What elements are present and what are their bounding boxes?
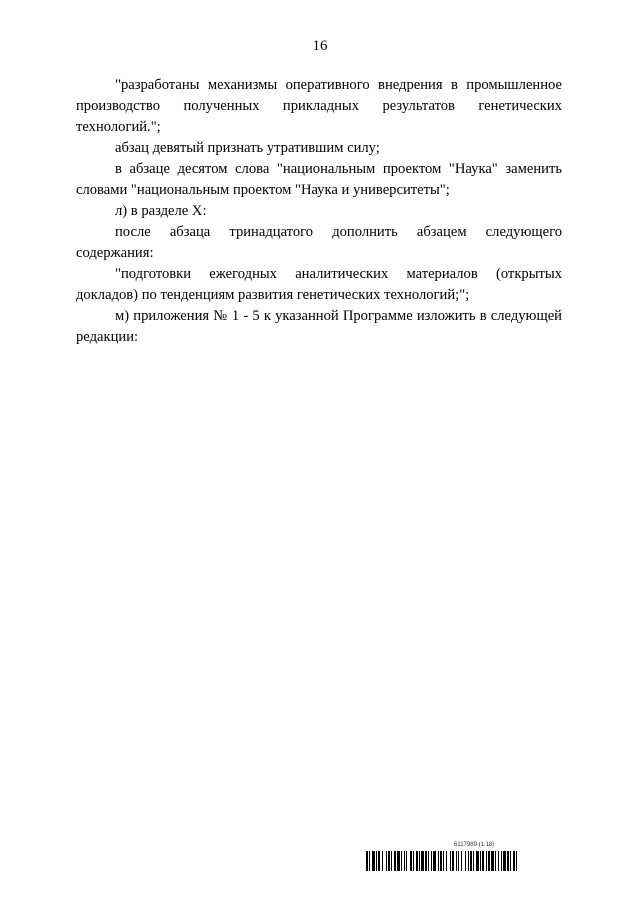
document-body bbox=[76, 75, 562, 348]
paragraph-6: "подготовки ежегодных аналитических материалов (открытых докладов) по тенденциям развития генетических технологий;"; bbox=[76, 266, 562, 303]
document-footer bbox=[366, 842, 592, 872]
paragraph-3: в абзаце десятом слова "национальным проектом "Наука" заменить словами "национальным проектом "Наука и университеты"; bbox=[76, 161, 562, 198]
paragraph-5: после абзаца тринадцатого дополнить абзацем следующего содержания: bbox=[76, 224, 562, 261]
barcode-icon bbox=[366, 851, 592, 871]
page-number: 16 bbox=[312, 38, 328, 54]
document-code: 6117989 (1.18) bbox=[454, 842, 495, 848]
paragraph-2: абзац девятый признать утратившим силу; bbox=[115, 140, 380, 156]
paragraph-7: м) приложения № 1 - 5 к указанной Программе изложить в следующей редакции: bbox=[76, 308, 562, 345]
paragraph-1: "разработаны механизмы оперативного внедрения в промышленное производство полученных прикладных результатов генетических технологий."; bbox=[76, 77, 562, 135]
paragraph-4: л) в разделе X: bbox=[115, 203, 207, 219]
barcode-gap bbox=[517, 851, 519, 871]
